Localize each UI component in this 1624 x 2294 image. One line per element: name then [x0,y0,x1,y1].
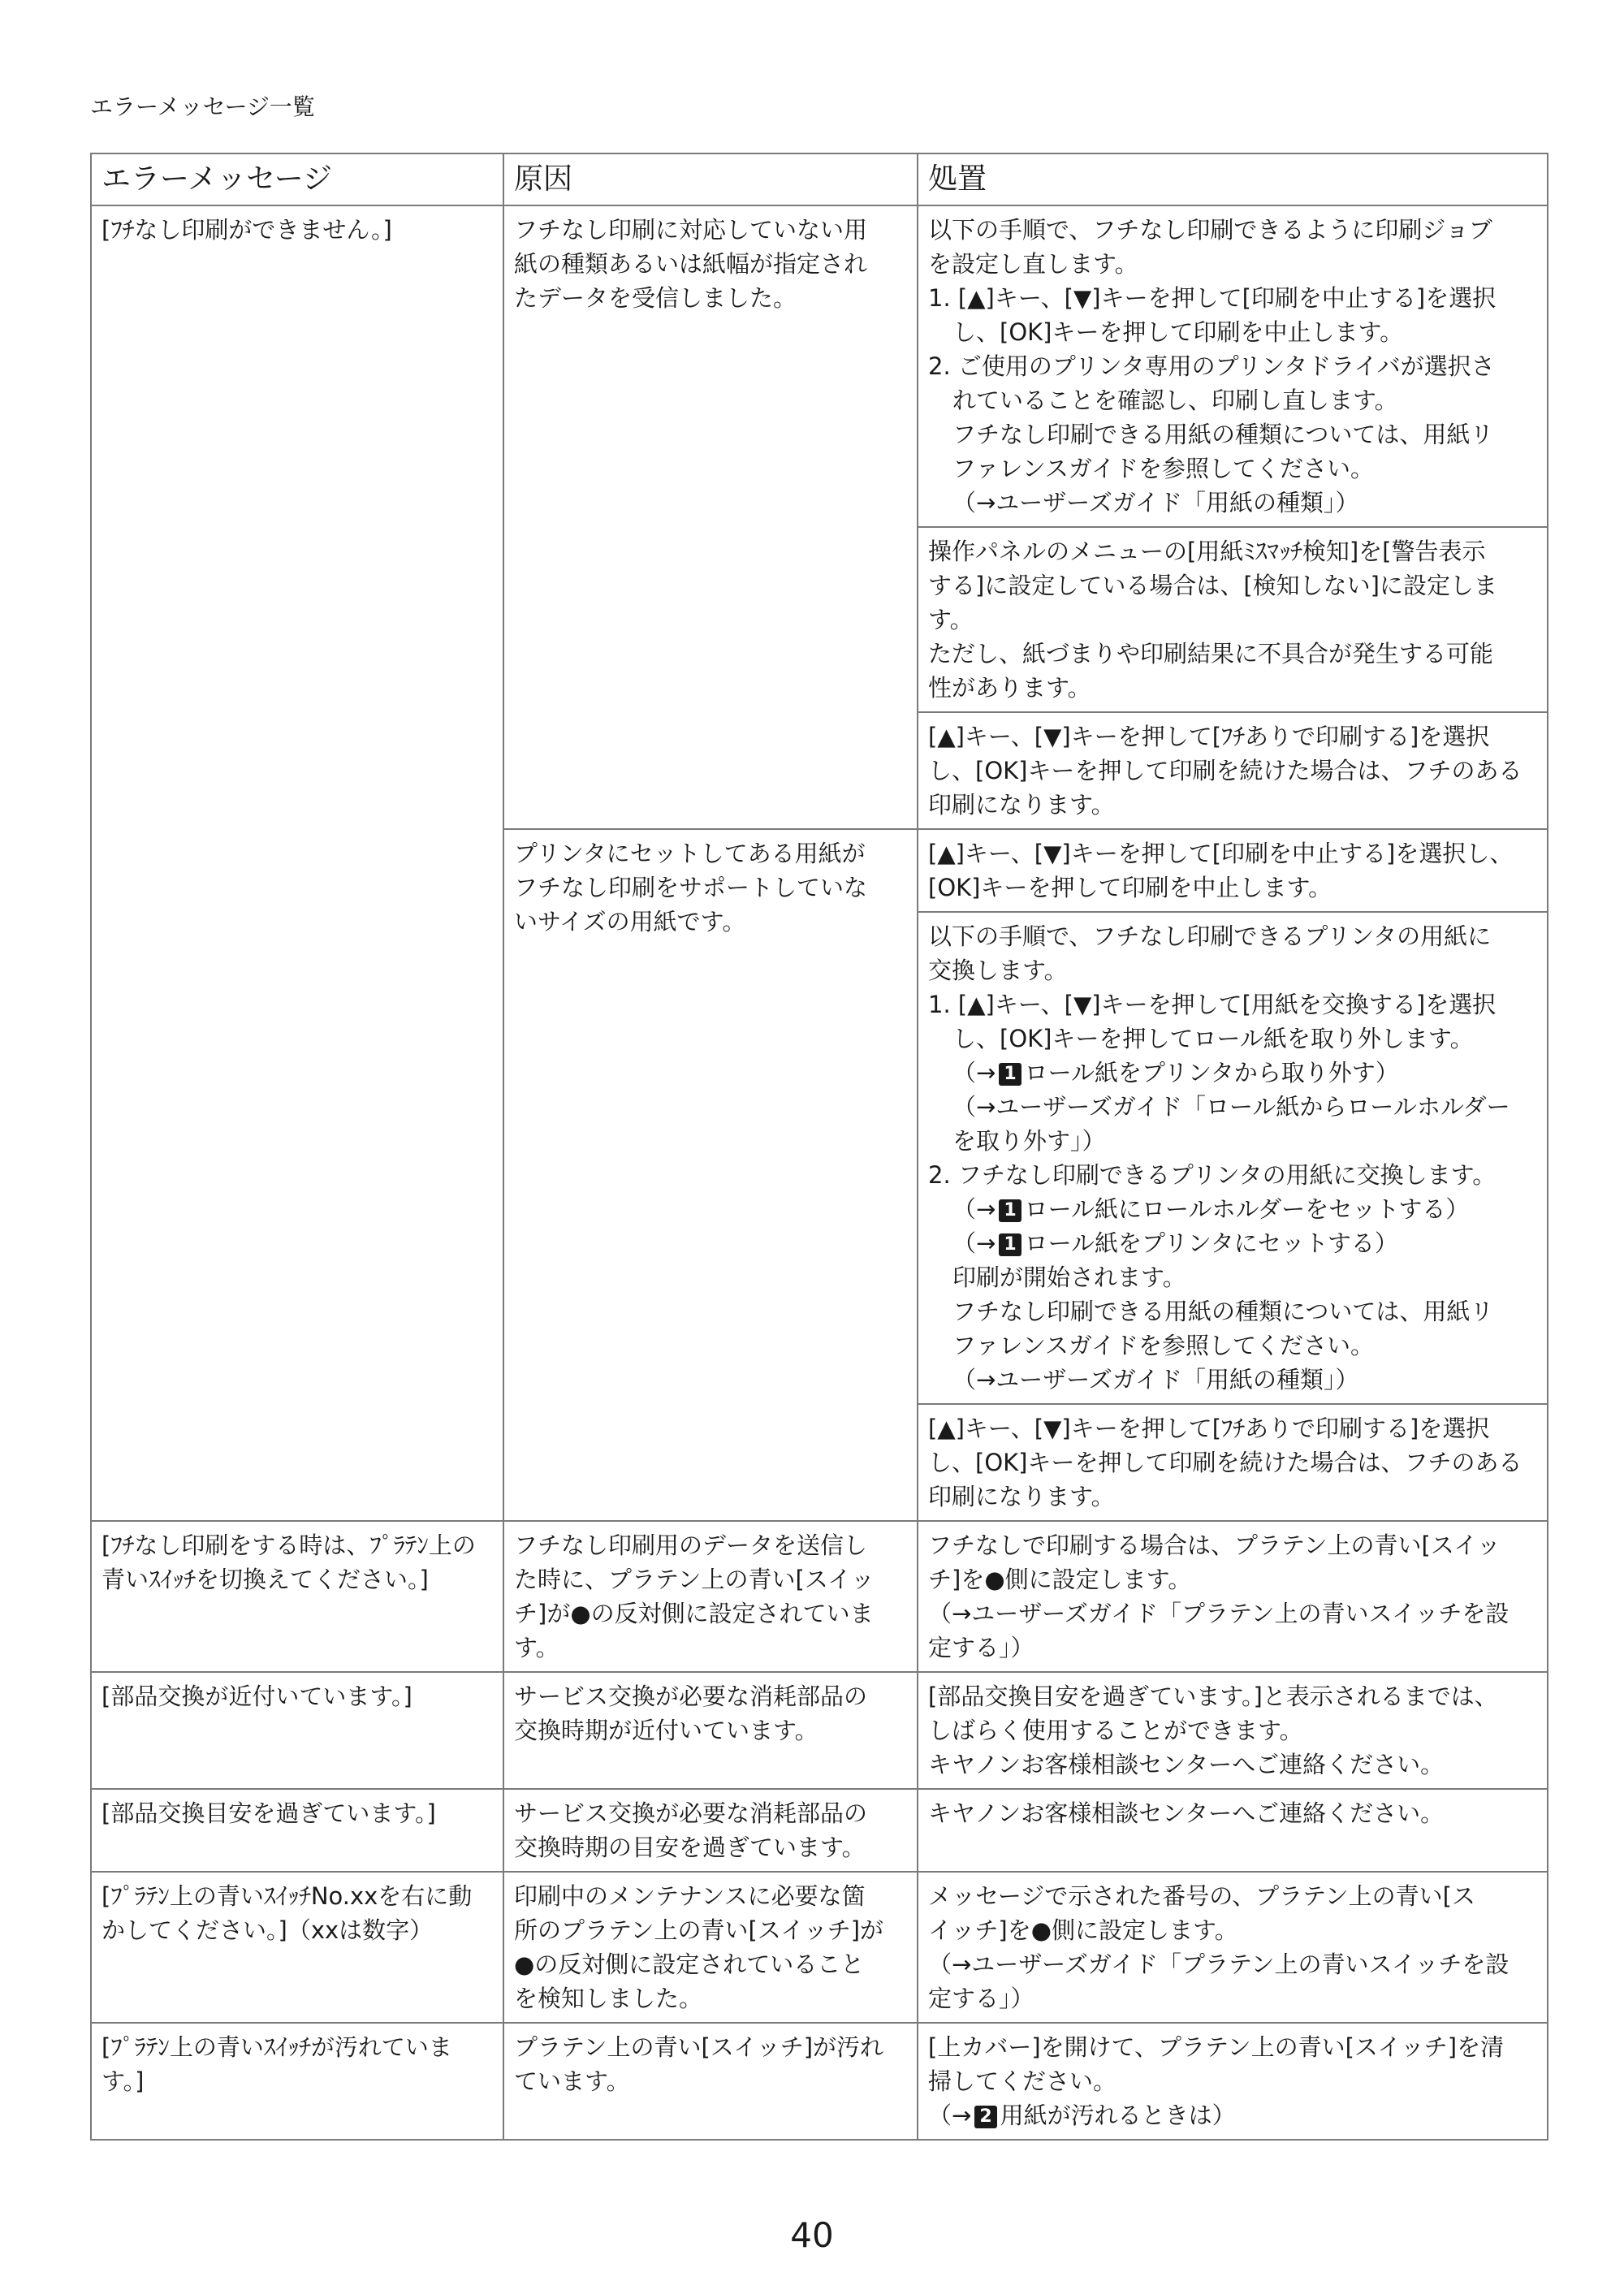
action-line: [部品交換目安を過ぎています。]と表示されるまでは、 [928,1683,1498,1710]
header-action: 処置 [918,153,1548,205]
table-row [91,2023,1548,2140]
action-cell [918,712,1548,829]
action-line [928,1056,1537,1090]
action-line: [OK]キーを押して印刷を中止します。 [928,874,1332,901]
action-line: し、[OK]キーを押して印刷を中止します。 [952,318,1404,346]
action-cell [918,527,1548,712]
chapter-number-badge: 2 [974,2106,996,2128]
action-cell [918,1872,1548,2023]
action-line: しばらく使用することができます。 [928,1717,1303,1744]
action-line: 以下の手順で、フチなし印刷できるプリンタの用紙に [928,922,1492,950]
action-line: チ]を●側に設定します。 [928,1566,1192,1593]
cause-cell [503,1521,918,1672]
action-line: ただし、紙づまりや印刷結果に不具合が発生する可能 [928,640,1494,667]
table-row [91,1872,1548,2023]
action-line: イッチ]を●側に設定します。 [928,1916,1238,1944]
action-line [928,1192,1537,1226]
chapter-number-badge: 1 [999,1199,1021,1222]
error-message-cell [91,1872,503,2023]
action-cell [918,912,1548,1404]
table-body [91,205,1548,2140]
cause-text: 印刷中のメンテナンスに必要な箇 [514,1882,866,1910]
action-line: 交換します。 [928,957,1068,984]
action-line: 2. フチなし印刷できるプリンタの用紙に交換します。 [928,1161,1497,1189]
action-line: （→ユーザーズガイド「プラテン上の青いスイッチを設 [928,1600,1510,1627]
action-line: [▲]キー、[▼]キーを押して[ﾌﾁありで印刷する]を選択 [928,1415,1490,1442]
action-line: す。 [928,606,974,633]
table-row [91,1672,1548,1789]
action-line: し、[OK]キーを押してロール紙を取り外します。 [952,1025,1474,1052]
action-line [928,2098,1537,2132]
cause-cell [503,1789,918,1872]
header-cause: 原因 [503,153,918,205]
table-row [91,1789,1548,1872]
action-cell [918,205,1548,527]
cause-text: サービス交換が必要な消耗部品の [514,1799,868,1827]
action-line: フチなし印刷できる用紙の種類については、用紙リ [952,421,1494,448]
action-line: [上カバー]を開けて、プラテン上の青い[スイッチ]を清 [928,2033,1505,2061]
action-line: れていることを確認し、印刷し直します。 [952,387,1398,414]
cause-text: ●の反対側に設定されていること [514,1951,865,1978]
action-line: [▲]キー、[▼]キーを押して[印刷を中止する]を選択し、 [928,840,1514,867]
reference-text: ロール紙にロールホルダーをセットする） [1024,1195,1470,1223]
action-line: 1. [▲]キー、[▼]キーを押して[印刷を中止する]を選択 [928,284,1497,312]
error-message-cell [91,205,503,1521]
action-line: する]に設定している場合は、[検知しない]に設定しま [928,572,1497,599]
error-message-table [90,153,1548,2141]
cause-text: サービス交換が必要な消耗部品の [514,1683,868,1710]
error-message-text: かしてください。]（xxは数字） [102,1916,434,1944]
action-line: 以下の手順で、フチなし印刷できるように印刷ジョブ [928,216,1492,244]
action-line: 性があります。 [928,674,1091,702]
table-header-row [91,153,1548,205]
action-line: [▲]キー、[▼]キーを押して[ﾌﾁありで印刷する]を選択 [928,723,1490,750]
action-line: フチなしで印刷する場合は、プラテン上の青い[スイッ [928,1531,1501,1559]
action-cell [918,1521,1548,1672]
action-cell [918,2023,1548,2140]
action-line: メッセージで示された番号の、プラテン上の青い[ス [928,1882,1475,1910]
cause-text: ています。 [514,2067,630,2095]
error-message-text: 青いｽｲｯﾁを切換えてください。] [102,1566,429,1593]
cause-text: 交換時期が近付いています。 [514,1717,818,1744]
cause-text: た時に、プラテン上の青い[スイッ [514,1566,875,1593]
action-line: 定する」） [928,1985,1034,2012]
action-line: キヤノンお客様相談センターへご連絡ください。 [928,1751,1445,1778]
action-line: ファレンスガイドを参照してください。 [952,1332,1374,1359]
action-line: し、[OK]キーを押して印刷を続けた場合は、フチのある [928,1449,1522,1476]
action-line: 1. [▲]キー、[▼]キーを押して[用紙を交換する]を選択 [928,991,1497,1018]
cause-cell [503,205,918,829]
action-line: 印刷になります。 [928,791,1115,819]
action-line [928,1226,1537,1260]
chapter-number-badge: 1 [999,1233,1021,1256]
error-message-text: [ﾌﾟﾗﾃﾝ上の青いｽｲｯﾁNo.xxを右に動 [102,1882,473,1910]
error-message-text: [ﾌﾁなし印刷をする時は、ﾌﾟﾗﾃﾝ上の [102,1531,476,1559]
error-message-cell [91,1789,503,1872]
cause-text: を検知しました。 [514,1985,703,2012]
cause-text: フチなし印刷用のデータを送信し [514,1531,868,1559]
cause-text: チ]が●の反対側に設定されていま [514,1600,874,1627]
page-header: エラーメッセージ一覧 [90,93,315,120]
error-message-text: す。] [102,2067,145,2095]
error-message-text: [ﾌﾟﾗﾃﾝ上の青いｽｲｯﾁが汚れていま [102,2033,452,2061]
cause-cell [503,2023,918,2140]
cause-text: 交換時期の目安を過ぎています。 [514,1834,866,1861]
action-line: （→ユーザーズガイド「用紙の種類」） [952,1366,1359,1393]
page-number: 40 [790,2215,834,2255]
reference-text: 用紙が汚れるときは） [1000,2102,1236,2129]
table-row [91,205,1548,527]
action-line: キヤノンお客様相談センターへご連絡ください。 [928,1799,1445,1827]
cause-text: フチなし印刷に対応していない用 [514,216,868,244]
cause-cell [503,829,918,1521]
cause-text: フチなし印刷をサポートしていな [514,874,868,901]
error-message-cell [91,2023,503,2140]
cause-text: 所のプラテン上の青い[スイッチ]が [514,1916,884,1944]
chapter-number-badge: 1 [999,1063,1021,1086]
cause-text: いサイズの用紙です。 [514,908,746,935]
error-message-text: [ﾌﾁなし印刷ができません。] [102,216,392,244]
action-line: し、[OK]キーを押して印刷を続けた場合は、フチのある [928,757,1522,784]
reference-text: ロール紙をプリンタから取り外す） [1024,1059,1399,1087]
reference-prefix: （→ [952,1195,996,1223]
error-message-cell [91,1521,503,1672]
action-cell [918,1672,1548,1789]
error-message-text: [部品交換が近付いています。] [102,1683,412,1710]
action-line: 定する」） [928,1634,1034,1661]
cause-text: プラテン上の青い[スイッチ]が汚れ [514,2033,884,2061]
reference-prefix: （→ [952,1059,996,1087]
action-line: 2. ご使用のプリンタ専用のプリンタドライバが選択さ [928,352,1495,380]
reference-text: ロール紙をプリンタにセットする） [1024,1229,1398,1257]
action-cell [918,1789,1548,1872]
action-line: を取り外す」） [952,1127,1106,1155]
action-line: を設定し直します。 [928,250,1138,278]
error-message-text: [部品交換目安を過ぎています。] [102,1799,436,1827]
cause-cell [503,1872,918,2023]
action-line: （→ユーザーズガイド「ロール紙からロールホルダー [952,1093,1510,1121]
action-line: フチなし印刷できる用紙の種類については、用紙リ [952,1298,1494,1325]
action-line: 印刷が開始されます。 [952,1264,1186,1291]
action-cell [918,1404,1548,1521]
action-cell [918,829,1548,912]
cause-cell [503,1672,918,1789]
error-message-cell [91,1672,503,1789]
header-error-message: エラーメッセージ [91,153,503,205]
action-line: 印刷になります。 [928,1483,1115,1510]
action-line: 操作パネルのメニューの[用紙ﾐｽﾏｯﾁ検知]を[警告表示 [928,538,1486,565]
cause-text: 紙の種類あるいは紙幅が指定され [514,250,868,278]
reference-prefix: （→ [928,2102,972,2129]
cause-text: たデータを受信しました。 [514,284,797,312]
reference-prefix: （→ [952,1229,996,1257]
action-line: （→ユーザーズガイド「用紙の種類」） [952,489,1359,516]
action-line: ファレンスガイドを参照してください。 [952,455,1374,482]
action-line: （→ユーザーズガイド「プラテン上の青いスイッチを設 [928,1951,1510,1978]
action-line: 掃してください。 [928,2067,1117,2095]
cause-text: す。 [514,1634,559,1661]
cause-text: プリンタにセットしてある用紙が [514,840,866,867]
table-row [91,1521,1548,1672]
